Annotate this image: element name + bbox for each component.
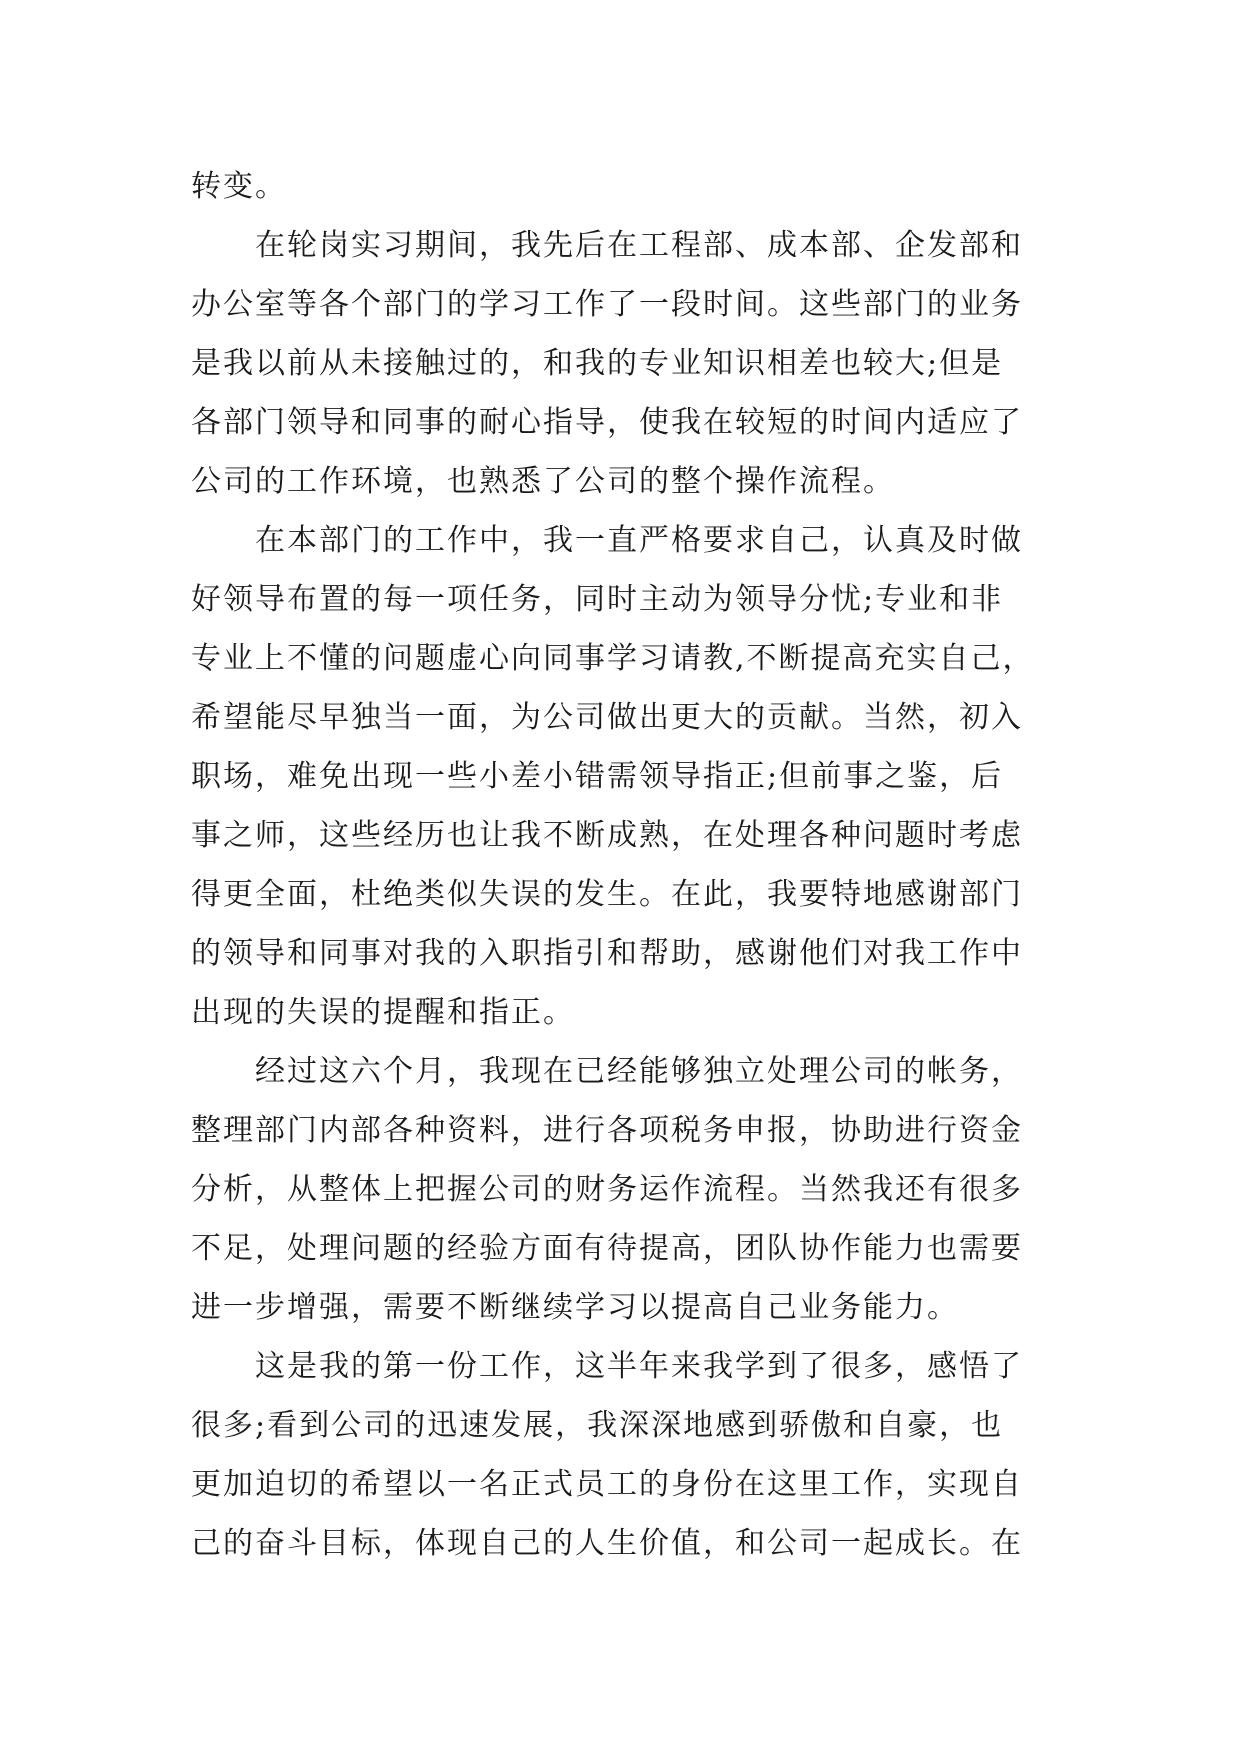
text-line: 得更全面，杜绝类似失误的发生。在此，我要特地感谢部门 bbox=[191, 877, 1023, 912]
text-line: 专业上不懂的问题虚心向同事学习请教,不断提高充实自己， bbox=[191, 641, 1035, 676]
text-line: 出现的失误的提醒和指正。 bbox=[191, 995, 575, 1030]
text-line: 己的奋斗目标，体现自己的人生价值，和公司一起成长。在 bbox=[191, 1526, 1023, 1561]
paragraph bbox=[191, 1337, 1071, 1573]
text-line: 进一步增强，需要不断继续学习以提高自己业务能力。 bbox=[191, 1290, 959, 1325]
paragraph bbox=[191, 1042, 1071, 1337]
paragraph bbox=[191, 216, 1071, 511]
text-line: 职场，难免出现一些小差小错需领导指正;但前事之鉴，后 bbox=[191, 759, 1004, 794]
text-line: 的领导和同事对我的入职指引和帮助，感谢他们对我工作中 bbox=[191, 936, 1023, 971]
text-line: 在本部门的工作中，我一直严格要求自己，认真及时做 bbox=[255, 523, 1023, 558]
text-line: 在轮岗实习期间，我先后在工程部、成本部、企发部和 bbox=[255, 228, 1023, 263]
text-line: 经过这六个月，我现在已经能够独立处理公司的帐务， bbox=[255, 1054, 1023, 1089]
text-line: 更加迫切的希望以一名正式员工的身份在这里工作，实现自 bbox=[191, 1467, 1023, 1502]
text-line: 不足，处理问题的经验方面有待提高，团队协作能力也需要 bbox=[191, 1231, 1023, 1266]
text-line: 好领导布置的每一项任务，同时主动为领导分忧;专业和非 bbox=[191, 582, 1004, 617]
text-line: 整理部门内部各种资料，进行各项税务申报，协助进行资金 bbox=[191, 1113, 1023, 1148]
text-line: 各部门领导和同事的耐心指导，使我在较短的时间内适应了 bbox=[191, 405, 1023, 440]
text-line: 办公室等各个部门的学习工作了一段时间。这些部门的业务 bbox=[191, 287, 1023, 322]
document-body bbox=[191, 157, 1071, 1573]
text-line: 分析，从整体上把握公司的财务运作流程。当然我还有很多 bbox=[191, 1172, 1023, 1207]
paragraph bbox=[191, 511, 1071, 1042]
text-line: 这是我的第一份工作，这半年来我学到了很多，感悟了 bbox=[255, 1349, 1023, 1384]
text-line: 希望能尽早独当一面，为公司做出更大的贡献。当然，初入 bbox=[191, 700, 1023, 735]
paragraph bbox=[191, 157, 1071, 216]
text-line: 事之师，这些经历也让我不断成熟，在处理各种问题时考虑 bbox=[191, 818, 1023, 853]
text-line: 转变。 bbox=[191, 169, 287, 204]
text-line: 是我以前从未接触过的，和我的专业知识相差也较大;但是 bbox=[191, 346, 1004, 381]
text-line: 公司的工作环境，也熟悉了公司的整个操作流程。 bbox=[191, 464, 895, 499]
text-line: 很多;看到公司的迅速发展，我深深地感到骄傲和自豪，也 bbox=[191, 1408, 1004, 1443]
